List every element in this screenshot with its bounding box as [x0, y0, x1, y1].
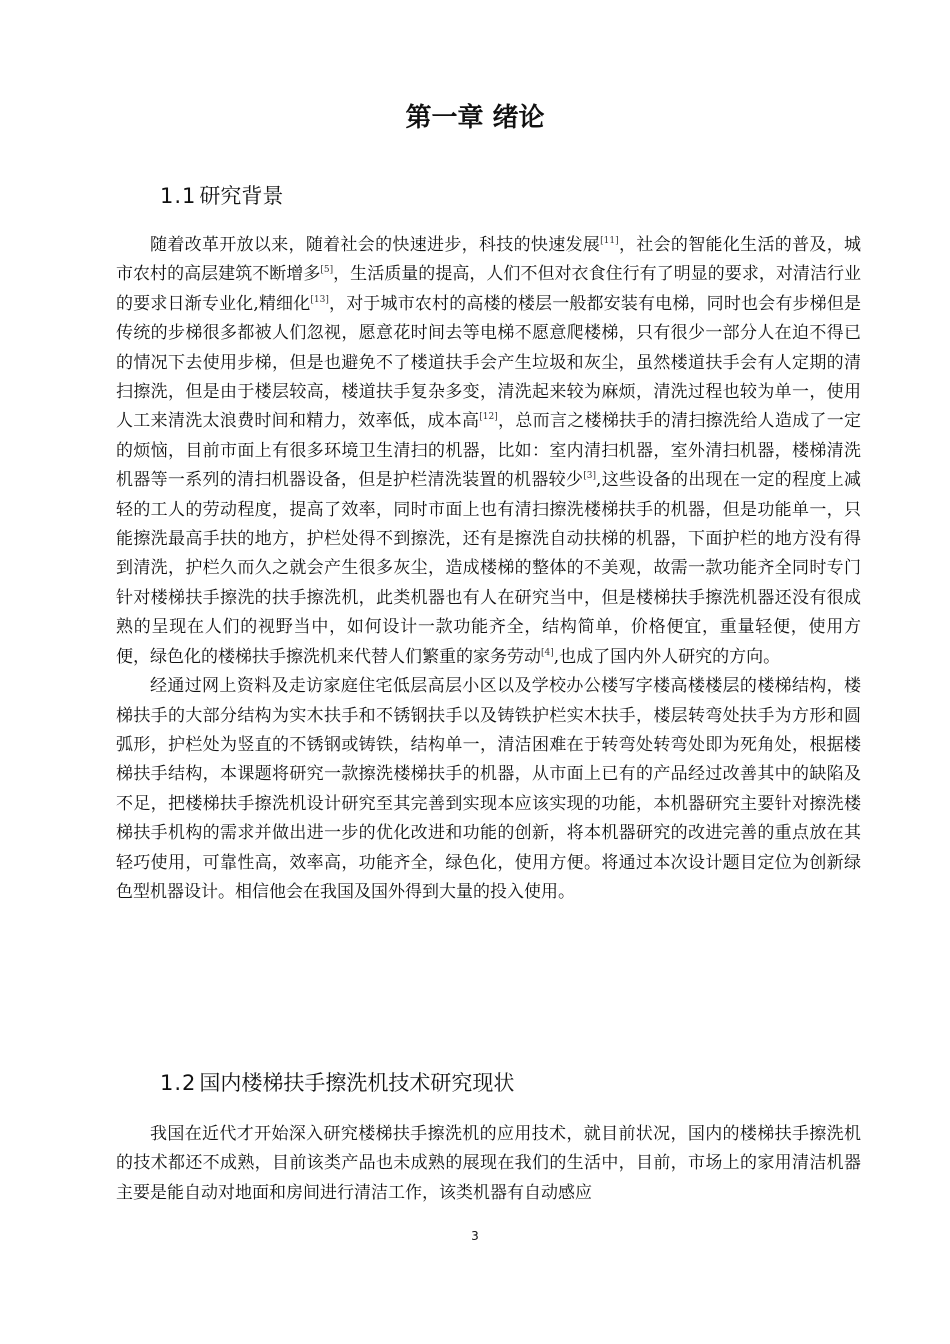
citation: [12] [479, 412, 498, 423]
text-run: ，对于城市农村的高楼的楼层一般都安装有电梯，同时也会有步梯但是传统的步梯很多都被人们忽视，愿意花时间去等电梯不愿意爬楼梯，只有很少一部分人在迫不得已的情况下去使用步梯，但是也避免不了楼道扶手会产生垃圾和灰尘，虽然楼道扶手会有人定期的清扫擦洗，但是由于楼层较高，楼道扶手复杂多变，清洗起来较为麻烦，清洗过程也较为单一，使用人工来清洗太浪费时间和精力，效率低，成本高 [116, 293, 861, 432]
text-run: 随着改革开放以来，随着社会的快速进步，科技的快速发展 [150, 235, 601, 255]
section-title: 国内楼梯扶手擦洗机技术研究现状 [199, 1071, 515, 1095]
paragraph: 我国在近代才开始深入研究楼梯扶手擦洗机的应用技术，就目前状况，国内的楼梯扶手擦洗机的技术都还不成熟，目前该类产品也未成熟的展现在我们的生活中，目前，市场上的家用清洁机器主要是能自动对地面和房间进行清洁工作，该类机器有自动感应 [116, 1124, 861, 1203]
section-title: 研究背景 [199, 184, 284, 208]
text-run: ，社会的智能化生活的普及，城市农村的高层建筑不断增多 [116, 235, 862, 285]
section-1-1-body [116, 231, 861, 907]
paragraph: 经通过网上资料及走访家庭住宅低层高层小区以及学校办公楼写字楼高楼楼层的楼梯结构，楼梯扶手的大部分结构为实木扶手和不锈钢扶手以及铸铁护栏实木扶手，楼层转弯处扶手为方形和圆弧形，护栏处为竖直的不锈钢或铸铁，结构单一，清洁困难在于转弯处转弯处即为死角处，根据楼梯扶手结构，本课题将研究一款擦洗楼梯扶手的机器，从市面上已有的产品经过改善其中的缺陷及不足，把楼梯扶手擦洗机设计研究至其完善到实现本应该实现的功能，本机器研究主要针对擦洗楼梯扶手机构的需求并做出进一步的优化改进和功能的创新，将本机器研究的改进完善的重点放在其轻巧使用，可靠性高，效率高，功能齐全，绿色化，使用方便。将通过本次设计题目定位为创新绿色型机器设计。相信他会在我国及国外得到大量的投入使用。 [116, 676, 861, 902]
citation: [3] [583, 471, 597, 482]
citation: [13] [310, 294, 329, 305]
section-number: 1.1 [160, 184, 197, 208]
text-run: ，生活质量的提高，人们不但对衣食住行有了明显的要求，对清洁行业的要求日渐专业化,精细化 [116, 264, 862, 314]
section-heading-1-1 [160, 180, 283, 212]
chapter-title: 第一章 绪论 [405, 103, 545, 133]
section-number: 1.2 [160, 1071, 197, 1095]
text-run: ,也成了国内外人研究的方向。 [553, 646, 781, 667]
section-heading-1-2 [160, 1067, 514, 1099]
citation: [11] [600, 236, 619, 246]
paragraph [116, 231, 861, 672]
text-run: ，总而言之楼梯扶手的清扫擦洗给人造成了一定的烦恼，目前市面上有很多环境卫生清扫的机器，比如：室内清扫机器，室外清扫机器，楼梯清洗机器等一系列的清扫机器设备，但是护栏清洗装置的机器较少 [116, 411, 862, 491]
section-1-2-body [116, 1120, 861, 1208]
citation: [4] [541, 647, 554, 658]
text-run: ,这些设备的出现在一定的程度上减轻的工人的劳动程度，提高了效率，同时市面上也有清扫擦洗楼梯扶手的机器，但是功能单一，只能擦洗最高手扶的地方，护栏处得不到擦洗，还有是擦洗自动扶梯的机器，下面护栏的地方没有得到清洗，护栏久而久之就会产生很多灰尘，造成楼梯的整体的不美观，故需一款功能齐全同时专门针对楼梯扶手擦洗的扶手擦洗机，此类机器也有人在研究当中，但是楼梯扶手擦洗机器还没有很成熟的呈现在人们的视野当中，如何设计一款功能齐全，结构简单，价格便宜，重量轻便，使用方便，绿色化的楼梯扶手擦洗机来代替人们繁重的家务劳动 [116, 470, 862, 667]
citation: [5] [320, 265, 334, 276]
page-number: 3 [471, 1229, 479, 1243]
